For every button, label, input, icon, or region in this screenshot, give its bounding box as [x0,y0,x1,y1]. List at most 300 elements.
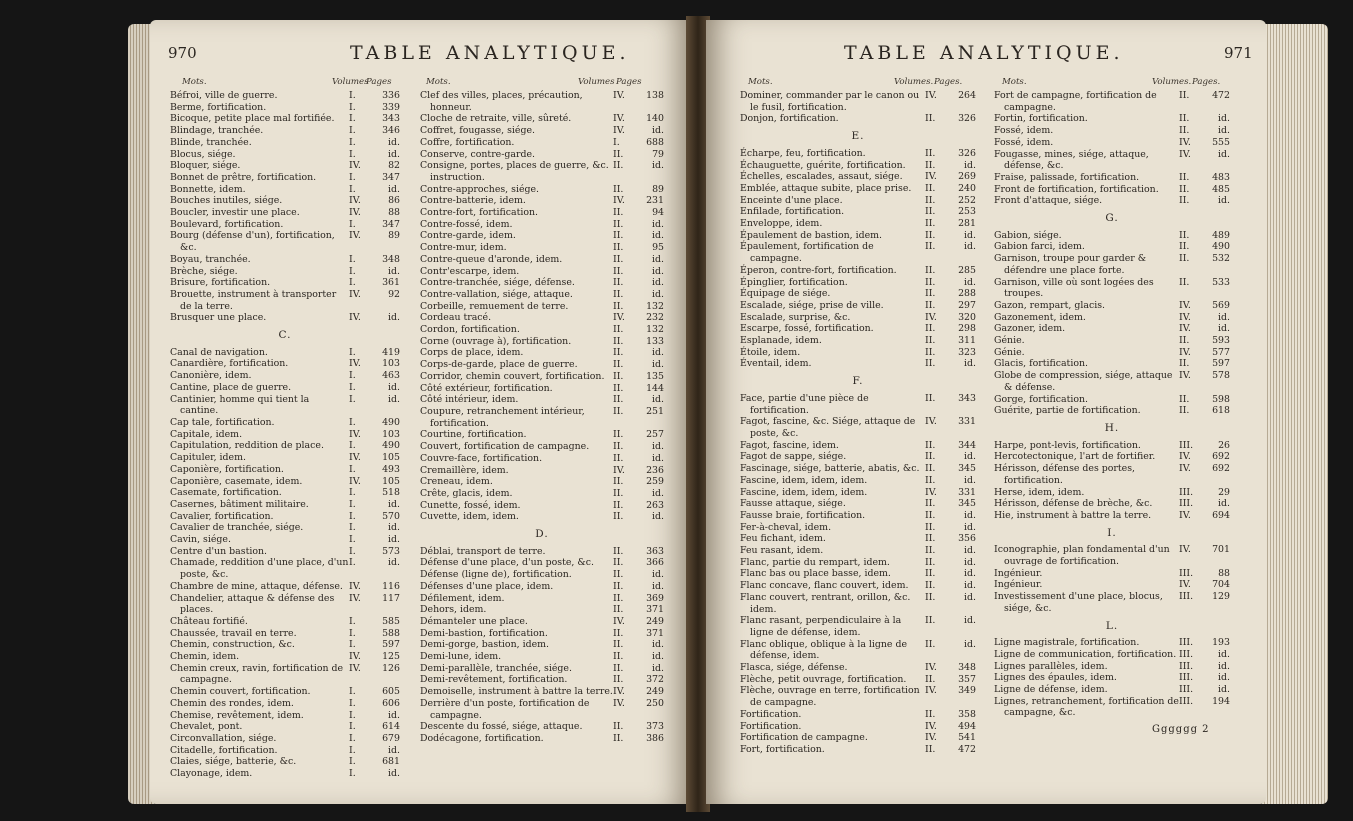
entry-volume: II. [613,557,624,569]
entry-volume: II. [925,218,936,230]
index-entry [740,358,976,370]
entry-term: Fausse attaque, siége. [740,498,846,510]
entry-page: 326 [958,147,976,159]
entry-term: Fraise, palissade, fortification. [994,171,1140,183]
index-entry [420,230,664,242]
entry-term: Hérisson, défense des portes, fortification. [994,463,1135,486]
index-entry [420,301,664,313]
entry-volume: III. [1179,672,1194,684]
entry-volume: II. [613,324,624,336]
entry-page: 345 [958,463,976,475]
index-entry [170,149,400,161]
index-entry [420,488,664,500]
entry-term: Brisure, fortification. [170,277,271,289]
entry-page: 483 [1212,171,1230,183]
entry-term: Contre-batterie, idem. [420,195,526,207]
entry-volume: IV. [349,207,361,219]
entry-term: Demi-revêtement, fortification. [420,674,568,686]
entry-volume: II. [613,335,624,347]
entry-term: Fortification de campagne. [740,732,868,744]
entry-page: 681 [382,756,400,768]
entry-term: Contre-tranchée, siége, défense. [420,277,575,289]
entry-page: 117 [382,592,400,604]
entry-page: 236 [646,464,664,476]
entry-term: Escalade, siége, prise de ville. [740,299,884,311]
index-entry [420,441,664,453]
entry-term: Glacis, fortification. [994,358,1088,370]
entry-volume: II. [925,580,936,592]
entry-term: Bourg (défense d'un), fortification, &c. [170,230,335,254]
entry-page: id. [388,148,400,160]
entry-volume: II. [925,194,936,206]
entry-page: 249 [646,615,664,627]
index-entry [170,616,400,628]
entry-page: 252 [958,194,976,206]
running-title-left: TABLE ANALYTIQUE. [350,42,630,64]
entry-term: Bloquer, siége. [170,160,241,172]
entry-term: Cunette, fossé, idem. [420,499,521,511]
entry-page: 259 [646,476,664,488]
entry-page: 518 [382,487,400,499]
entry-volume: II. [1179,241,1190,253]
section-letter: L. [1105,619,1119,632]
entry-page: 257 [646,429,664,441]
entry-page: id. [652,359,664,371]
entry-page: 597 [382,639,400,651]
entry-term: Flèche, petit ouvrage, fortification. [740,673,907,685]
index-entry [740,732,976,744]
entry-term: Contre-garde, idem. [420,230,516,242]
entry-volume: III. [1179,498,1194,510]
entry-volume: II. [925,229,936,241]
entry-term: Flanc rasant, perpendiculaire à la ligne de défense, idem. [740,615,902,638]
entry-page: 343 [958,392,976,404]
entry-term: Capituler, idem. [170,452,246,464]
entry-page: id. [652,288,664,300]
entry-term: Écharpe, feu, fortification. [740,147,866,159]
index-entry [420,336,664,348]
entry-volume: II. [1179,171,1190,183]
entry-volume: II. [613,441,624,453]
entry-volume: II. [1179,229,1190,241]
entry-page: id. [652,580,664,592]
entry-term: Dodécagone, fortification. [420,732,544,744]
entry-page: 125 [382,651,400,663]
index-entry [740,230,976,242]
entry-page: 344 [958,439,976,451]
entry-term: Chambre de mine, attaque, défense. [170,580,343,592]
entry-volume: IV. [1179,311,1191,323]
entry-volume: II. [613,487,624,499]
entry-page: id. [1218,148,1230,160]
entry-page: 129 [1212,591,1230,603]
entry-page: 348 [382,253,400,265]
entry-page: 704 [1212,579,1230,591]
entry-page: 323 [958,346,976,358]
entry-term: Cuvette, idem, idem. [420,511,519,523]
entry-page: 103 [382,358,400,370]
entry-page: 336 [382,90,400,101]
entry-volume: I. [349,125,356,137]
entry-term: Bicoque, petite place mal fortifiée. [170,113,335,125]
entry-page: 79 [652,148,664,160]
index-entry [170,733,400,745]
entry-volume: II. [1179,405,1190,417]
index-entry [994,277,1230,300]
entry-term: Défense (ligne de), fortification. [420,569,572,581]
index-entry [170,358,400,370]
entry-volume: IV. [349,195,361,207]
entry-page: 618 [1212,405,1230,417]
entry-volume: IV. [613,90,625,101]
index-entry [170,230,400,253]
index-entry [420,406,664,429]
entry-page: id. [1218,113,1230,125]
entry-term: Descente du fossé, siége, attaque. [420,721,583,733]
entry-page: id. [652,230,664,242]
entry-page: 343 [382,113,400,125]
index-entry [170,440,400,452]
entry-term: Équipage de siége. [740,288,831,300]
entry-volume: II. [1179,253,1190,265]
index-entry [740,265,976,277]
entry-term: Fer-à-cheval, idem. [740,521,832,533]
entry-volume: I. [349,381,356,393]
entry-page: 133 [646,335,664,347]
index-entry [994,241,1230,253]
entry-page: id. [1218,195,1230,207]
entry-volume: II. [613,569,624,581]
entry-page: 26 [1218,439,1230,451]
index-entry [170,417,400,429]
entry-term: Front de fortification, fortification. [994,183,1159,195]
entry-page: id. [388,522,400,534]
entry-page: id. [964,556,976,568]
entry-term: Corps de place, idem. [420,347,524,359]
entry-term: Consigne, portes, places de guerre, &c. instruction. [420,160,609,183]
index-entry [740,592,976,615]
index-entry [420,651,664,663]
entry-page: 356 [958,533,976,545]
index-entry [740,241,976,264]
entry-volume: II. [925,474,936,486]
index-entry [740,288,976,300]
entry-page: 485 [1212,183,1230,195]
entry-volume: I. [349,615,356,627]
entry-page: 605 [382,686,400,698]
entry-term: Bonnet de prêtre, fortification. [170,171,317,183]
entry-term: Bouches inutiles, siége. [170,195,283,207]
index-entry [740,335,976,347]
entry-page: 490 [1212,241,1230,253]
entry-term: Demi-lune, idem. [420,651,502,663]
index-entry [170,382,400,394]
entry-volume: IV. [925,90,937,101]
entry-page: id. [652,441,664,453]
entry-term: Flanc bas ou place basse, idem. [740,568,891,580]
index-entry [740,487,976,499]
entry-term: Esplanade, idem. [740,335,822,347]
entry-page: 373 [646,721,664,733]
index-entry [170,113,400,125]
entry-page: id. [388,136,400,148]
index-entry [740,522,976,534]
entry-volume: IV. [1179,451,1191,463]
index-entry [740,721,976,733]
entry-term: Chemin couvert, fortification. [170,686,311,698]
entry-volume: II. [925,276,936,288]
entry-volume: I. [349,498,356,510]
entry-page: 339 [382,101,400,113]
entry-volume: I. [349,101,356,113]
entry-term: Casemate, fortification. [170,487,282,499]
index-entry [170,184,400,196]
index-entry [420,347,664,359]
entry-term: Demi-parallèle, tranchée, siége. [420,662,572,674]
entry-volume: IV. [613,312,625,324]
index-entry [170,698,400,710]
entry-page: 358 [958,708,976,720]
entry-page: id. [964,229,976,241]
entry-term: Chemin creux, ravin, fortification de campagne. [170,662,344,686]
entry-term: Flanc couvert, rentrant, orillon, &c. idem. [740,591,911,615]
entry-term: Gabion farci, idem. [994,241,1085,253]
catchword: Gggggg 2 [1152,724,1210,735]
entry-page: 144 [646,382,664,394]
index-entry [994,347,1230,359]
index-entry [420,125,664,137]
index-entry [994,113,1230,125]
entry-term: Brouette, instrument à transporter de la terre. [170,288,337,312]
index-entry [170,639,400,651]
entry-volume: III. [1179,591,1194,603]
entry-page: id. [388,557,400,569]
entry-page: 692 [1212,463,1230,475]
entry-page: 533 [1212,276,1230,288]
entry-term: Creneau, idem. [420,476,493,488]
index-entry [994,394,1230,406]
index-entry [420,242,664,254]
index-entry [994,184,1230,196]
entry-term: Canonière, idem. [170,370,252,382]
entry-term: Chamade, reddition d'une place, d'un poste, &c. [170,557,349,581]
entry-volume: IV. [925,732,937,744]
entry-volume: IV. [1179,323,1191,335]
index-entry [740,498,976,510]
entry-page: 86 [388,195,400,207]
entry-term: Iconographie, plan fondamental d'un ouvrage de fortification. [994,544,1170,568]
entry-term: Fortin, fortification. [994,113,1088,125]
entry-term: Château fortifié. [170,615,248,627]
index-entry [420,149,664,161]
entry-volume: II. [613,347,624,359]
index-entry [740,685,976,708]
entry-page: 419 [382,346,400,358]
entry-page: id. [652,651,664,663]
entry-page: id. [388,265,400,277]
entry-volume: IV. [613,615,625,627]
entry-page: id. [652,394,664,406]
index-entry [170,125,400,137]
entry-volume: II. [613,732,624,744]
entry-volume: IV. [349,288,361,300]
column-headers-left-1: Mots. Volumes Pages [182,77,392,87]
index-entry [740,475,976,487]
entry-term: Canardière, fortification. [170,358,289,370]
entry-page: 88 [388,207,400,219]
entry-volume: III. [1179,660,1194,672]
entry-volume: I. [349,639,356,651]
entry-term: Fagot de sappe, siége. [740,451,847,463]
index-entry [420,628,664,640]
index-entry [994,312,1230,324]
entry-term: Contre-fossé, idem. [420,218,513,230]
entry-volume: II. [1179,195,1190,207]
index-entry [740,148,976,160]
entry-term: Garnison, ville où sont logées des troupes. [994,276,1154,300]
entry-term: Déblai, transport de terre. [420,545,546,557]
index-entry [170,289,400,312]
entry-volume: IV. [349,475,361,487]
entry-page: id. [652,569,664,581]
entry-term: Épaulement, fortification de campagne. [740,241,874,265]
entry-page: id. [964,451,976,463]
entry-page: 326 [958,113,976,125]
entry-page: id. [1218,684,1230,696]
entry-volume: II. [613,580,624,592]
entry-term: Blocus, siége. [170,148,236,160]
entry-volume: IV. [613,125,625,137]
entry-page: 346 [382,125,400,137]
entry-term: Défilement, idem. [420,592,505,604]
column-headers-left-2: Mots. Volumes Pages [426,77,642,87]
entry-term: Cavin, siége. [170,534,231,546]
entry-page: 281 [958,218,976,230]
entry-volume: IV. [349,452,361,464]
entry-volume: II. [925,743,936,755]
entry-page: 614 [382,721,400,733]
index-entry [420,593,664,605]
entry-volume: II. [1179,393,1190,405]
index-entry [170,452,400,464]
index-entry [420,721,664,733]
entry-term: Hérisson, défense de brèche, &c. [994,498,1153,510]
entry-term: Boucler, investir une place. [170,207,300,219]
index-entry [170,756,400,768]
entry-term: Citadelle, fortification. [170,744,278,756]
entry-volume: IV. [1179,509,1191,521]
index-entry [420,383,664,395]
entry-page: 532 [1212,253,1230,265]
entry-volume: I. [349,265,356,277]
entry-volume: I. [349,136,356,148]
index-entry [994,230,1230,242]
entry-volume: IV. [1179,346,1191,358]
index-entry [994,696,1230,719]
entry-page: 361 [382,277,400,289]
index-entry [420,324,664,336]
index-entry [994,637,1230,649]
entry-volume: I. [349,627,356,639]
index-entry [740,218,976,230]
entry-term: Chaussée, travail en terre. [170,627,297,639]
index-entry [420,569,664,581]
entry-term: Éperon, contre-fort, fortification. [740,264,897,276]
entry-volume: II. [925,521,936,533]
index-entry [170,499,400,511]
entry-volume: IV. [1179,136,1191,148]
section-letter: D. [535,528,549,541]
entry-term: Berme, fortification. [170,101,267,113]
entry-page: id. [652,160,664,172]
index-entry [170,207,400,219]
entry-page: id. [964,615,976,627]
entry-page: 232 [646,312,664,324]
entry-page: 345 [958,498,976,510]
entry-page: id. [964,580,976,592]
entry-term: Enfilade, fortification. [740,206,845,218]
entry-volume: II. [925,299,936,311]
entry-page: id. [964,276,976,288]
entry-term: Fougasse, mines, siége, attaque, défense, &c. [994,148,1149,172]
entry-volume: IV. [613,686,625,698]
entry-volume: II. [925,346,936,358]
entry-term: Fortification. [740,720,802,732]
entry-term: Derrière d'un poste, fortification de campagne. [420,697,590,721]
entry-page: 347 [382,171,400,183]
index-entry [420,546,664,558]
entry-page: id. [652,662,664,674]
entry-page: id. [964,159,976,171]
entry-term: Côté intérieur, idem. [420,394,519,406]
entry-term: Corbeille, remuement de terre. [420,300,569,312]
entry-volume: II. [925,241,936,253]
entry-volume: I. [349,487,356,499]
entry-page: 331 [958,486,976,498]
entry-term: Flanc oblique, oblique à la ligne de défense, idem. [740,638,908,662]
entry-term: Échelles, escalades, assaut, siége. [740,171,903,183]
index-entry [170,557,400,580]
entry-page: 372 [646,674,664,686]
index-entry [740,568,976,580]
entry-volume: II. [925,568,936,580]
entry-volume: II. [925,451,936,463]
entry-volume: III. [1179,486,1194,498]
entry-volume: IV. [1179,544,1191,556]
entry-volume: III. [1179,439,1194,451]
index-entry [420,511,664,523]
entry-page: 105 [382,452,400,464]
index-entry [420,557,664,569]
entry-volume: II. [613,382,624,394]
entry-volume: IV. [925,720,937,732]
index-entry [170,90,400,102]
entry-volume: II. [1179,276,1190,288]
entry-volume: II. [1179,335,1190,347]
entry-term: Globe de compression, siége, attaque & défense. [994,370,1173,393]
section-letter: F. [852,375,864,388]
entry-term: Défenses d'une place, idem. [420,580,554,592]
entry-term: Cantinier, homme qui tient la cantine. [170,393,310,417]
entry-page: id. [964,638,976,650]
index-entry [170,546,400,558]
entry-volume: II. [1179,125,1190,137]
entry-volume: I. [349,522,356,534]
entry-volume: II. [613,218,624,230]
entry-volume: II. [613,183,624,195]
index-entry [420,453,664,465]
index-entry [170,581,400,593]
